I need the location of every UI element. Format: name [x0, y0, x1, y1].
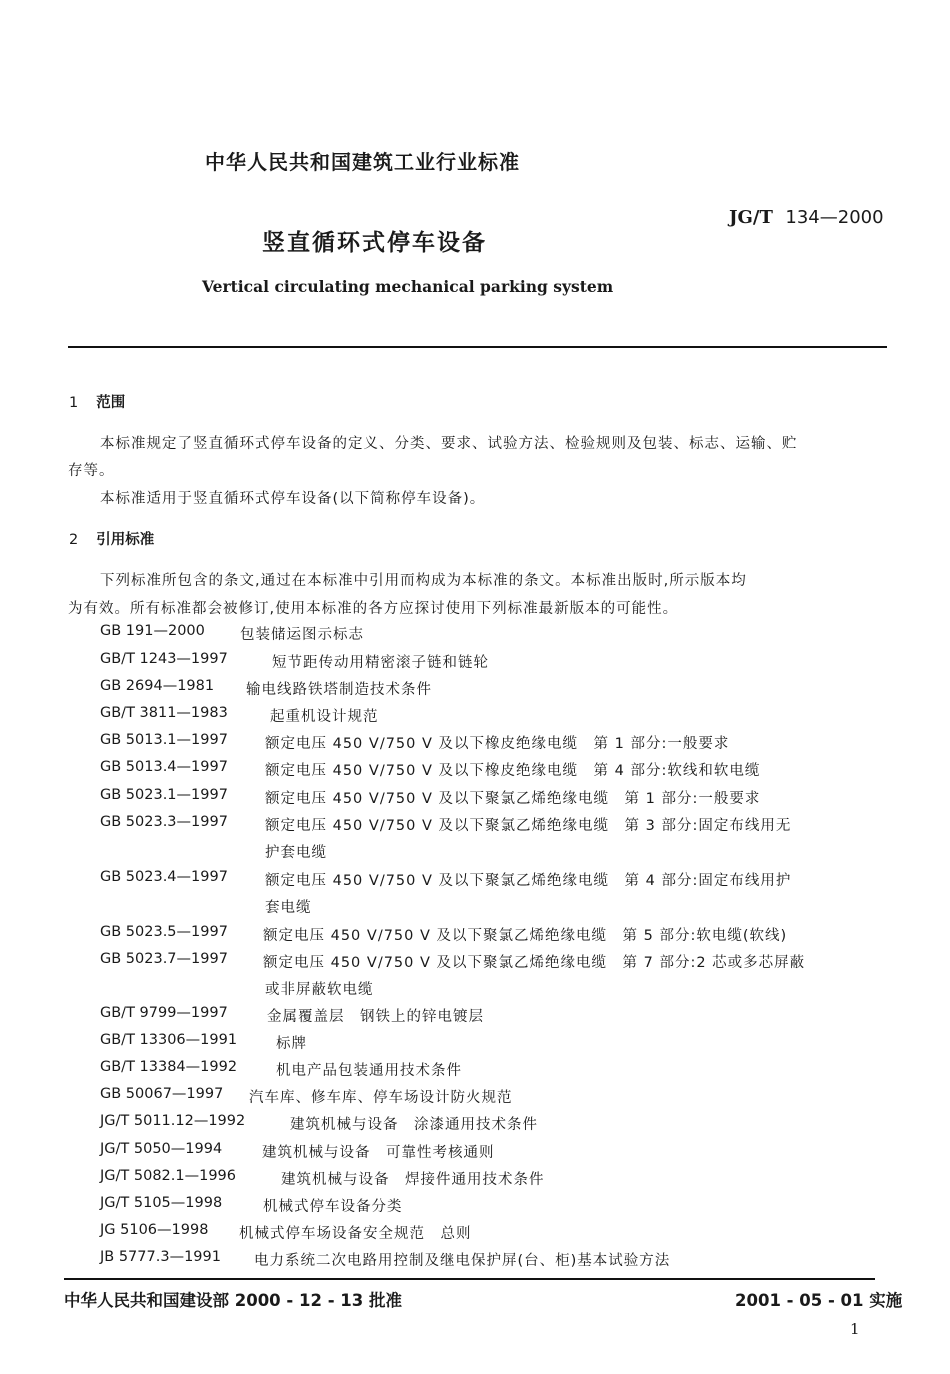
reference-item	[100, 951, 806, 971]
reference-code: GB/T 13306—1991	[100, 1032, 238, 1048]
reference-code: GB/T 1243—1997	[100, 651, 228, 667]
title-chinese: 竖直循环式停车设备	[262, 230, 487, 256]
reference-title: 电力系统二次电路用控制及继电保护屏(台、柜)基本试验方法	[254, 1253, 671, 1269]
standard-code-prefix: JG/T	[729, 207, 773, 228]
reference-title: 机械式停车设备分类	[263, 1199, 403, 1215]
reference-title: 额定电压 450 V/750 V 及以下聚氯乙烯绝缘电缆 第 3 部分:固定布线用无	[265, 818, 792, 834]
issuer-heading: 中华人民共和国建筑工业行业标准	[205, 150, 520, 174]
reference-code: GB 5023.7—1997	[100, 951, 228, 967]
reference-code: GB 5013.4—1997	[100, 759, 228, 775]
section-2-heading	[69, 528, 154, 549]
reference-item	[100, 814, 792, 834]
footer-rule	[64, 1278, 875, 1280]
reference-code: GB 2694—1981	[100, 678, 215, 694]
reference-code: GB/T 9799—1997	[100, 1005, 228, 1021]
reference-item	[100, 1249, 671, 1269]
title-english: Vertical circulating mechanical parking system	[202, 277, 614, 296]
reference-title: 金属覆盖层 钢铁上的锌电镀层	[267, 1009, 484, 1025]
reference-title: 包装储运图示标志	[240, 627, 364, 643]
reference-code: GB 5023.5—1997	[100, 924, 228, 940]
reference-title: 汽车库、修车库、停车场设计防火规范	[249, 1090, 513, 1106]
section-1-number: 1	[69, 395, 79, 411]
reference-title: 短节距传动用精密滚子链和链轮	[272, 655, 489, 671]
reference-title-continuation: 或非屏蔽软电缆	[265, 982, 374, 998]
reference-code: GB 50067—1997	[100, 1086, 224, 1102]
reference-code: JG/T 5082.1—1996	[100, 1168, 237, 1184]
section-2-number: 2	[69, 532, 79, 548]
reference-title: 额定电压 450 V/750 V 及以下橡皮绝缘电缆 第 1 部分:一般要求	[265, 736, 730, 752]
page-number: 1	[850, 1320, 860, 1338]
reference-title-continuation: 护套电缆	[265, 845, 327, 861]
reference-title: 额定电压 450 V/750 V 及以下聚氯乙烯绝缘电缆 第 1 部分:一般要求	[265, 791, 761, 807]
reference-code: GB 5023.3—1997	[100, 814, 228, 830]
reference-code: GB/T 3811—1983	[100, 705, 228, 721]
section-1-para-line-1: 本标准规定了竖直循环式停车设备的定义、分类、要求、试验方法、检验规则及包装、标志、运输、贮	[100, 436, 798, 452]
section-1-title: 范围	[96, 395, 126, 411]
header-rule	[68, 346, 887, 348]
standard-code-number: 134—2000	[785, 207, 884, 228]
reference-title: 机械式停车场设备安全规范 总则	[239, 1226, 472, 1242]
section-1-heading	[69, 391, 125, 412]
reference-title: 额定电压 450 V/750 V 及以下聚氯乙烯绝缘电缆 第 7 部分:2 芯或多芯屏蔽	[263, 955, 806, 971]
reference-title: 起重机设计规范	[270, 709, 379, 725]
reference-code: GB/T 13384—1992	[100, 1059, 238, 1075]
reference-item	[100, 1059, 462, 1079]
reference-code: JG/T 5105—1998	[100, 1195, 223, 1211]
reference-item	[100, 1222, 472, 1242]
section-2-para-line-2: 为有效。所有标准都会被修订,使用本标准的各方应探讨使用下列标准最新版本的可能性。	[68, 601, 679, 617]
implementation-date: 2001 - 05 - 01 实施	[735, 1291, 903, 1310]
reference-title: 建筑机械与设备 可靠性考核通则	[262, 1145, 495, 1161]
approval-line: 中华人民共和国建设部 2000 - 12 - 13 批准	[64, 1291, 403, 1310]
reference-title-continuation: 套电缆	[265, 900, 312, 916]
reference-item	[100, 924, 788, 944]
section-1-para-line-2: 存等。	[68, 463, 115, 479]
reference-title: 机电产品包装通用技术条件	[276, 1063, 462, 1079]
reference-code: GB 5013.1—1997	[100, 732, 228, 748]
reference-code: JG/T 5050—1994	[100, 1141, 223, 1157]
reference-item	[100, 787, 761, 807]
reference-code: JB 5777.3—1991	[100, 1249, 221, 1265]
reference-title: 额定电压 450 V/750 V 及以下聚氯乙烯绝缘电缆 第 5 部分:软电缆(软线)	[263, 928, 788, 944]
reference-item	[100, 1141, 495, 1161]
reference-title: 标牌	[276, 1036, 307, 1052]
reference-item	[100, 651, 489, 671]
reference-item	[100, 623, 364, 643]
reference-title: 输电线路铁塔制造技术条件	[246, 682, 432, 698]
standard-code	[729, 207, 884, 228]
reference-title: 额定电压 450 V/750 V 及以下橡皮绝缘电缆 第 4 部分:软线和软电缆	[265, 763, 761, 779]
reference-item	[100, 1086, 513, 1106]
reference-item	[100, 678, 432, 698]
reference-code: GB 5023.4—1997	[100, 869, 228, 885]
reference-title: 建筑机械与设备 涂漆通用技术条件	[290, 1117, 538, 1133]
reference-title: 额定电压 450 V/750 V 及以下聚氯乙烯绝缘电缆 第 4 部分:固定布线用护	[265, 873, 792, 889]
reference-item	[100, 1032, 307, 1052]
reference-item	[100, 1005, 484, 1025]
reference-item	[100, 1195, 403, 1215]
reference-item	[100, 1168, 545, 1188]
reference-code: GB 5023.1—1997	[100, 787, 228, 803]
section-1-para-2: 本标准适用于竖直循环式停车设备(以下简称停车设备)。	[100, 491, 486, 507]
reference-item	[100, 759, 761, 779]
reference-code: GB 191—2000	[100, 623, 205, 639]
reference-code: JG 5106—1998	[100, 1222, 209, 1238]
reference-item	[100, 1113, 538, 1133]
reference-item	[100, 705, 379, 725]
reference-item	[100, 732, 730, 752]
reference-code: JG/T 5011.12—1992	[100, 1113, 246, 1129]
reference-title: 建筑机械与设备 焊接件通用技术条件	[281, 1172, 545, 1188]
reference-item	[100, 869, 792, 889]
section-2-para-line-1: 下列标准所包含的条文,通过在本标准中引用而构成为本标准的条文。本标准出版时,所示版本均	[100, 573, 747, 589]
section-2-title: 引用标准	[96, 532, 155, 548]
